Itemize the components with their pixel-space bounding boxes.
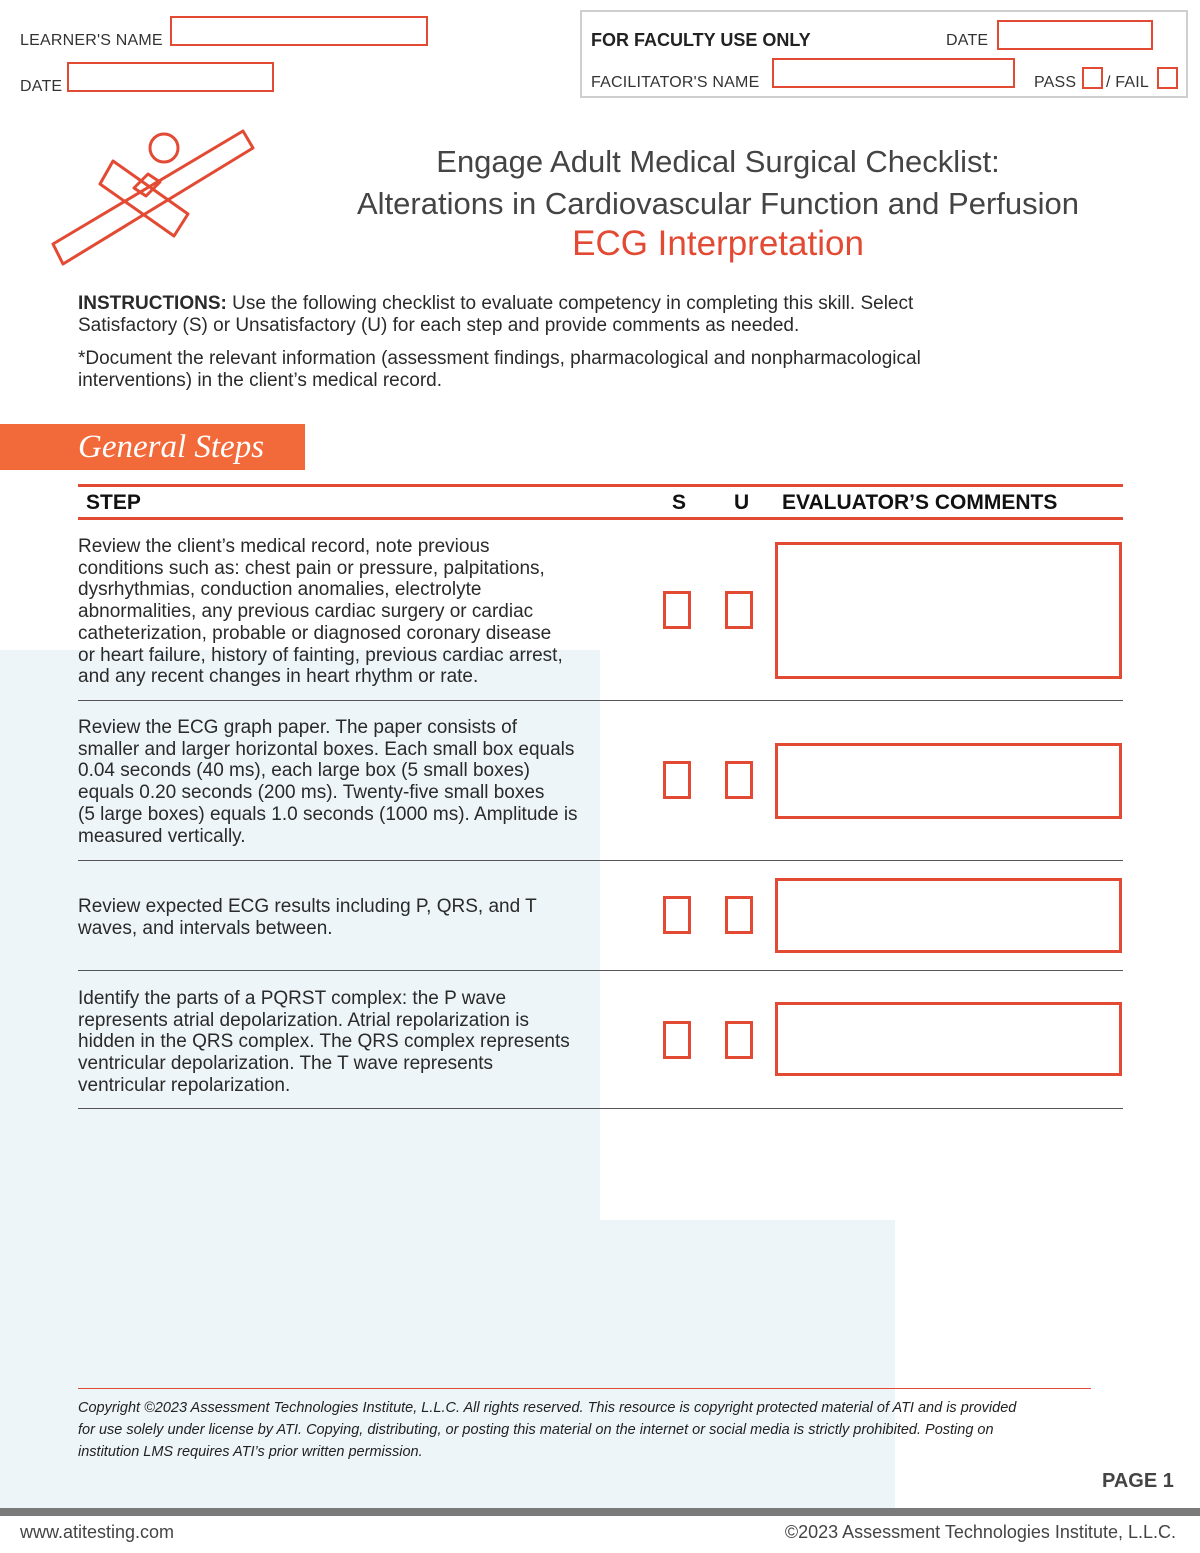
footer-company: ©2023 Assessment Technologies Institute, L.L.C. bbox=[784, 1522, 1176, 1542]
row-divider bbox=[78, 860, 1123, 861]
background-panel bbox=[0, 1220, 895, 1508]
step-2-unsatisfactory-checkbox[interactable] bbox=[725, 761, 753, 799]
step-line: measured vertically. bbox=[78, 825, 246, 847]
pass-label: PASS bbox=[1034, 74, 1077, 91]
step-line: Review the client’s medical record, note previous bbox=[78, 536, 490, 557]
step-row-4-text bbox=[78, 988, 648, 1097]
step-4-comments-box[interactable] bbox=[775, 1002, 1122, 1076]
step-line: ventricular repolarization. bbox=[78, 1074, 291, 1096]
copyright-line: institution LMS requires ATI’s prior written permission. bbox=[78, 1444, 423, 1460]
row-divider bbox=[78, 970, 1123, 971]
step-3-satisfactory-checkbox[interactable] bbox=[663, 896, 691, 934]
step-line: hidden in the QRS complex. The QRS complex represents bbox=[78, 1031, 570, 1053]
section-title-general-steps: General Steps bbox=[0, 424, 305, 470]
step-row-1-text bbox=[78, 536, 648, 688]
copyright-line: for use solely under license by ATI. Copying, distributing, or posting this material on the internet or social media is strictly prohibited. Posting on bbox=[78, 1422, 994, 1438]
step-2-comments-box[interactable] bbox=[775, 743, 1122, 819]
step-row-2-text bbox=[78, 717, 648, 847]
step-line: abnormalities, any previous cardiac surgery or cardiac bbox=[78, 601, 534, 623]
row-divider bbox=[78, 700, 1123, 701]
date-label: DATE bbox=[20, 78, 63, 95]
step-3-comments-box[interactable] bbox=[775, 878, 1122, 953]
step-line: waves, and intervals between. bbox=[78, 917, 333, 939]
header-u: U bbox=[734, 491, 750, 514]
step-1-comments-box[interactable] bbox=[775, 542, 1122, 679]
copyright-line: Copyright ©2023 Assessment Technologies Institute, L.L.C. All rights reserved. This resource is copyright protected material of ATI and is provided bbox=[78, 1400, 1017, 1416]
step-line: smaller and larger horizontal boxes. Each small box equals bbox=[78, 738, 575, 760]
documentation-note-1: *Document the relevant information (assessment findings, pharmacological and nonpharmacological bbox=[78, 348, 921, 369]
footer-website-link[interactable]: www.atitesting.com bbox=[20, 1522, 175, 1542]
step-line: (5 large boxes) equals 1.0 seconds (1000 ms). Amplitude is bbox=[78, 803, 578, 825]
copyright-notice bbox=[78, 1397, 1098, 1463]
step-line: Identify the parts of a PQRST complex: the P wave bbox=[78, 988, 507, 1009]
date-field[interactable] bbox=[67, 62, 274, 92]
faculty-date-field[interactable] bbox=[997, 20, 1153, 50]
pass-checkbox[interactable] bbox=[1082, 67, 1103, 89]
header-evaluator-comments: EVALUATOR’S COMMENTS bbox=[782, 491, 1058, 514]
title-line-1: Engage Adult Medical Surgical Checklist: bbox=[436, 144, 1000, 179]
step-line: ventricular depolarization. The T wave represents bbox=[78, 1053, 494, 1075]
step-4-satisfactory-checkbox[interactable] bbox=[663, 1021, 691, 1059]
row-divider bbox=[78, 1108, 1123, 1109]
instructions-text-2: Satisfactory (S) or Unsatisfactory (U) for each step and provide comments as needed. bbox=[78, 315, 800, 336]
step-4-unsatisfactory-checkbox[interactable] bbox=[725, 1021, 753, 1059]
header-s: S bbox=[672, 491, 687, 514]
step-2-satisfactory-checkbox[interactable] bbox=[663, 761, 691, 799]
ati-figure-logo-icon bbox=[48, 126, 258, 271]
faculty-title: FOR FACULTY USE ONLY bbox=[591, 30, 811, 50]
title-line-2: Alterations in Cardiovascular Function and Perfusion bbox=[357, 186, 1079, 221]
step-line: equals 0.20 seconds (200 ms). Twenty-five small boxes bbox=[78, 782, 545, 804]
page-number: PAGE 1 bbox=[1102, 1470, 1174, 1492]
fail-label: / FAIL bbox=[1106, 74, 1149, 91]
step-row-3-text bbox=[78, 896, 648, 939]
learner-name-field[interactable] bbox=[170, 16, 428, 46]
instructions-text-1: Use the following checklist to evaluate competency in completing this skill. Select bbox=[226, 293, 914, 314]
step-line: catheterization, probable or diagnosed coronary disease bbox=[78, 622, 552, 644]
learner-name-label: LEARNER'S NAME bbox=[20, 32, 163, 49]
step-line: 0.04 seconds (40 ms), each large box (5 small boxes) bbox=[78, 760, 530, 782]
footer-bar bbox=[0, 1508, 1200, 1516]
step-3-unsatisfactory-checkbox[interactable] bbox=[725, 896, 753, 934]
fail-checkbox[interactable] bbox=[1157, 67, 1178, 89]
step-line: or heart failure, history of fainting, previous cardiac arrest, bbox=[78, 644, 563, 666]
documentation-note-2: interventions) in the client’s medical record. bbox=[78, 370, 442, 391]
step-1-satisfactory-checkbox[interactable] bbox=[663, 591, 691, 629]
step-line: Review the ECG graph paper. The paper consists of bbox=[78, 717, 518, 738]
table-header bbox=[78, 484, 1123, 520]
step-line: Review expected ECG results including P, QRS, and T bbox=[78, 896, 537, 917]
step-line: conditions such as: chest pain or pressure, palpitations, bbox=[78, 557, 545, 579]
copyright-divider bbox=[78, 1388, 1091, 1389]
step-line: and any recent changes in heart rhythm or rate. bbox=[78, 666, 479, 688]
step-1-unsatisfactory-checkbox[interactable] bbox=[725, 591, 753, 629]
faculty-date-label: DATE bbox=[946, 32, 989, 49]
instructions bbox=[78, 293, 1078, 337]
title-ecg-interpretation: ECG Interpretation bbox=[572, 224, 864, 263]
header-step: STEP bbox=[86, 491, 141, 514]
step-line: represents atrial depolarization. Atrial repolarization is bbox=[78, 1009, 529, 1031]
instructions-bold-label: INSTRUCTIONS: bbox=[78, 293, 227, 314]
facilitator-name-label: FACILITATOR'S NAME bbox=[591, 74, 760, 91]
facilitator-name-field[interactable] bbox=[772, 58, 1015, 88]
step-line: dysrhythmias, conduction anomalies, electrolyte bbox=[78, 579, 482, 601]
documentation-note bbox=[78, 348, 1078, 392]
faculty-use-box bbox=[580, 10, 1188, 98]
